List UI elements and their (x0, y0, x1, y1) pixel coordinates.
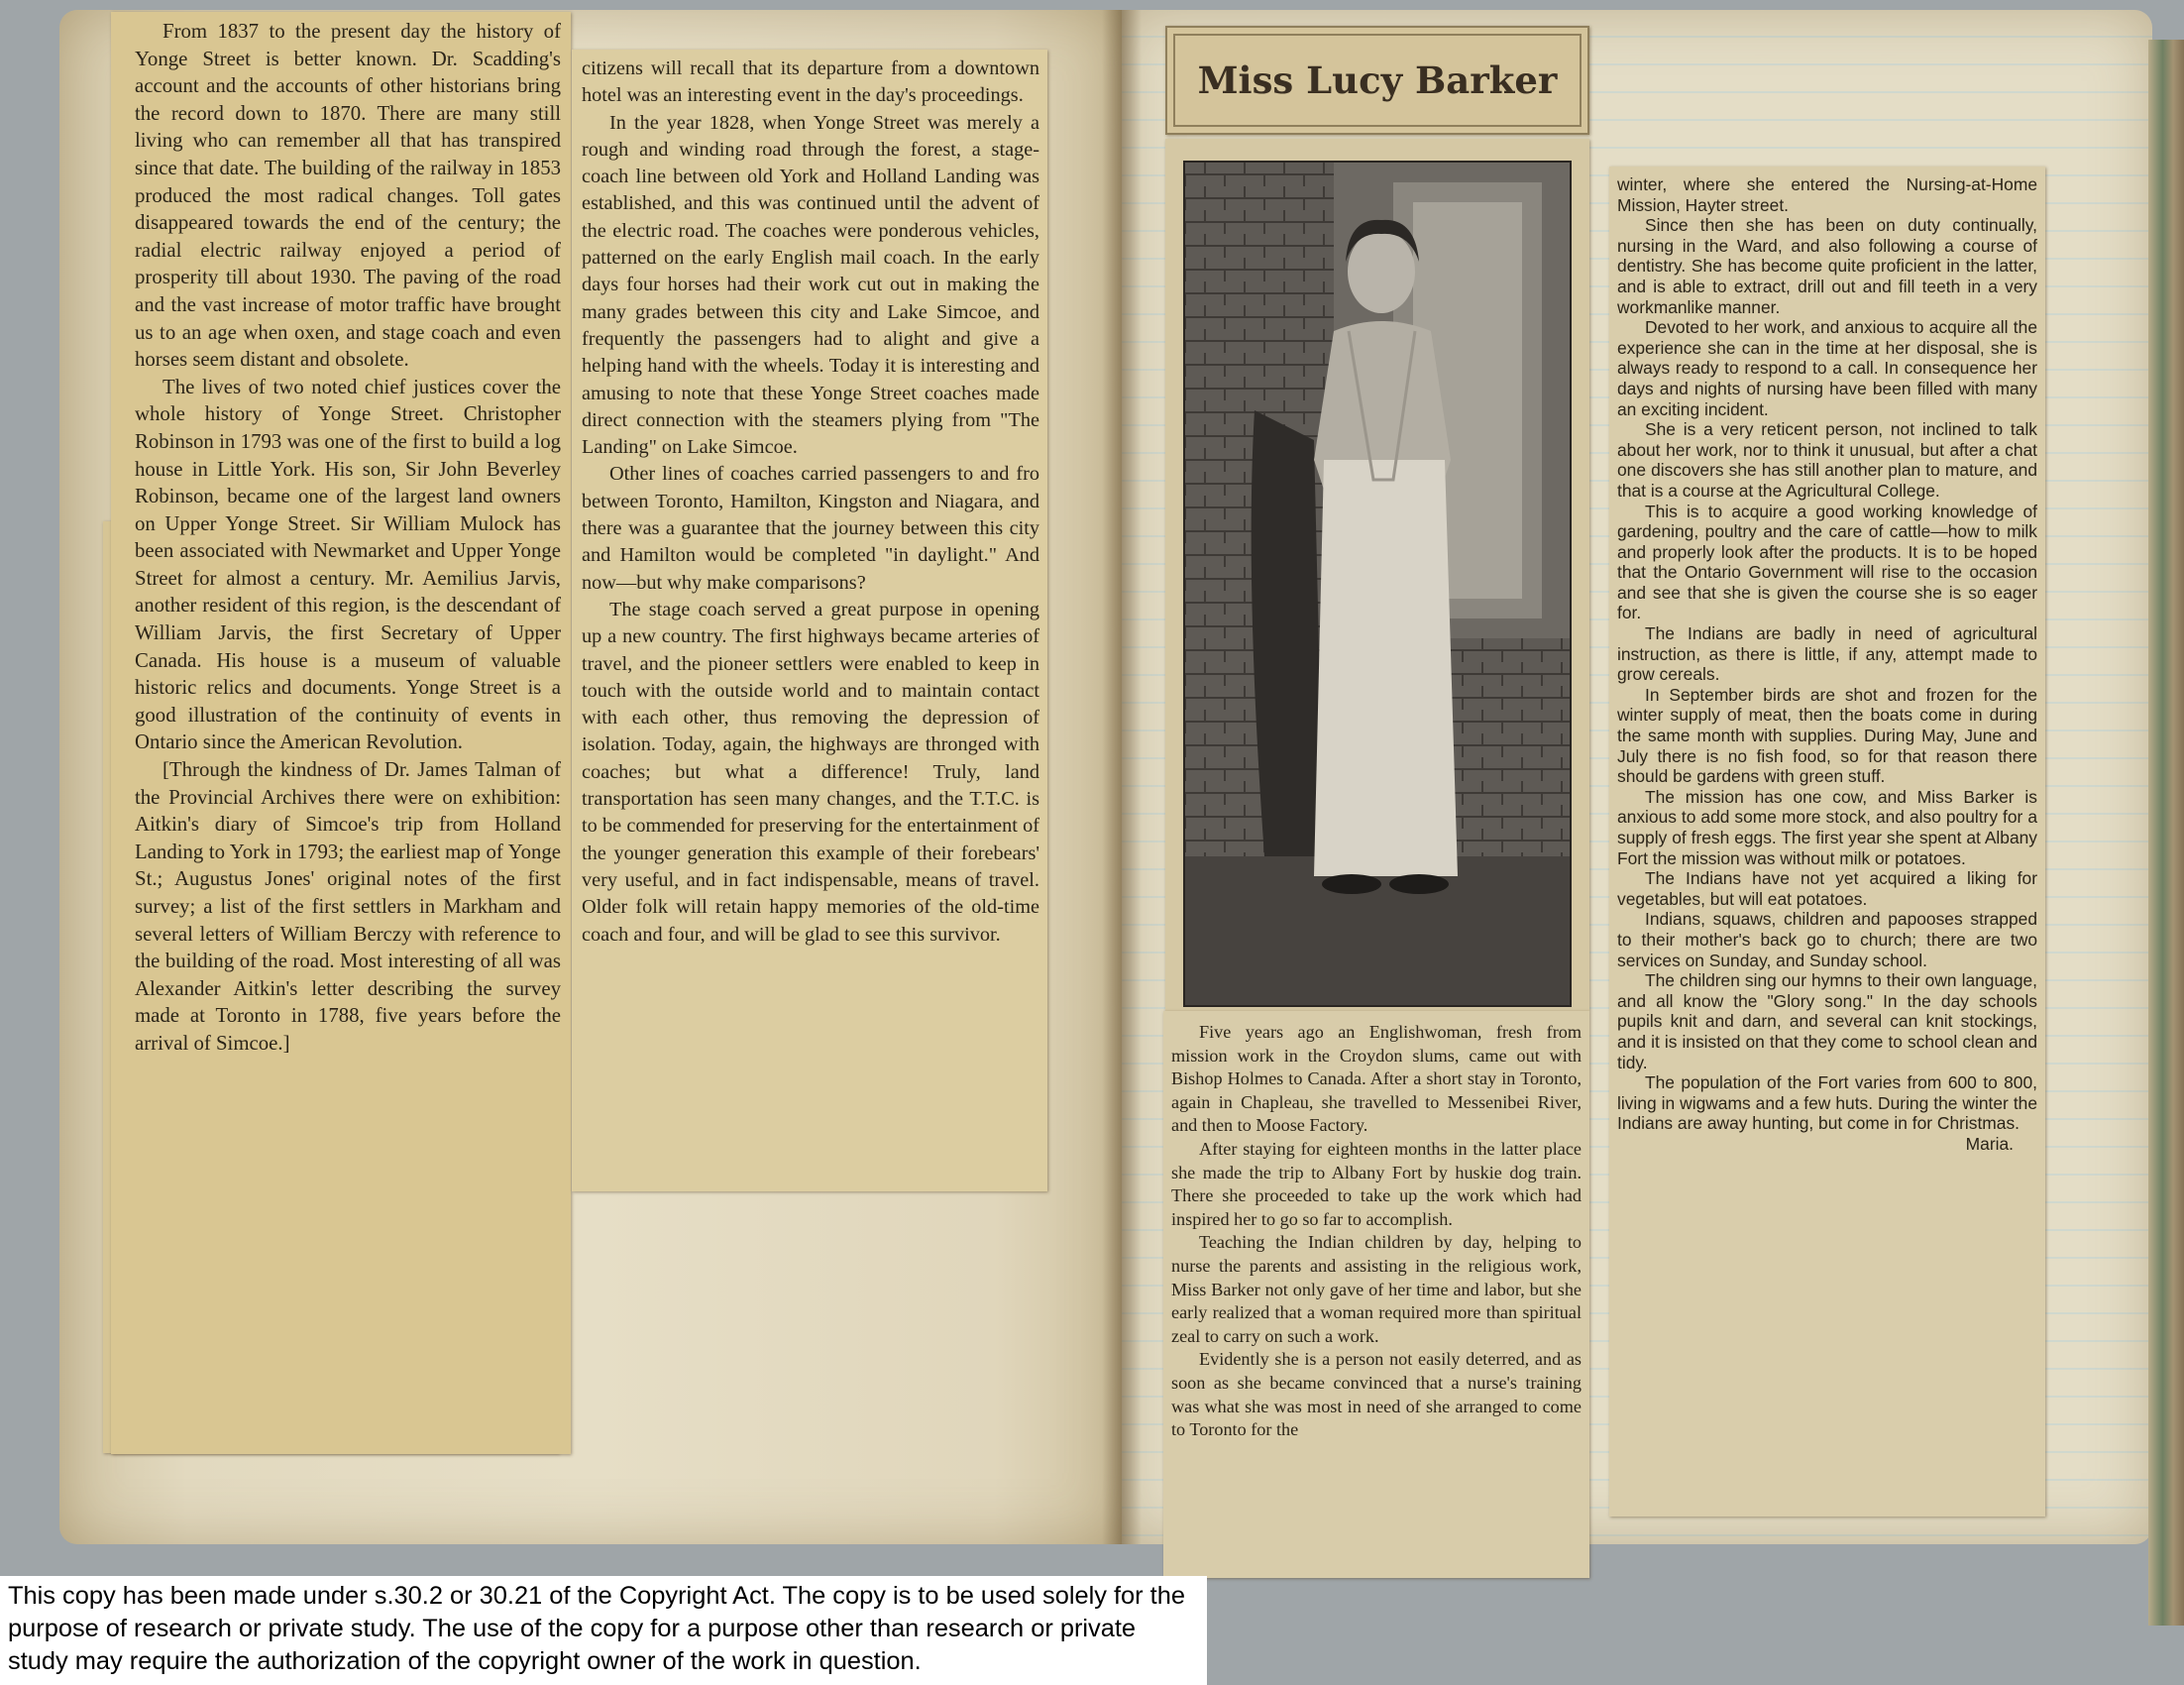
paragraph: In the year 1828, when Yonge Street was merely a rough and winding road through the forest, a stage-coach line between old York and Holland Landing was established, and this was continued until the advent of the electric road. The coaches were ponderous vehicles, patterned on the early English mail coach. In the early days four horses had their work cut out in making the many grades between this city and Lake Simcoe, and frequently the passengers had to alight and give a helping hand with the wheels. Today it is interesting and amusing to note that these Yonge Street coaches made direct connection with the steamers plying from "The Landing" on Lake Simcoe. (582, 111, 1039, 459)
clipping-barker-column (1609, 167, 2045, 1516)
woman-in-apron-photo-icon (1185, 163, 1570, 1005)
page-edges (2148, 40, 2184, 1626)
paragraph: winter, where she entered the Nursing-at-Home Mission, Hayter street. (1617, 174, 2037, 215)
paragraph: Since then she has been on duty continually, nursing in the Ward, and also following a course of dentistry. She has become quite proficient in the latter, and is able to extract, drill out and fill teeth in a very workmanlike manner. (1617, 215, 2037, 317)
paragraph: The lives of two noted chief justices cover the whole history of Yonge Street. Christopher Robinson in 1793 was one of the first to build a log house in Little York. His son, Sir John Beverley Robinson, became one of the largest land owners on Upper Yonge Street. Sir William Mulock has been associated with Newmarket and Upper Yonge Street for almost a century. Mr. Aemilius Jarvis, another resident of this region, is the descendant of William Jarvis, the first Secretary of Upper Canada. His house is a museum of valuable historic relics and documents. Yonge Street is a good illustration of the continuity of events in Ontario since the American Revolution. (135, 375, 561, 754)
paragraph: Teaching the Indian children by day, helping to nurse the parents and assisting in the religious work, Miss Barker not only gave of her time and labor, but she early realized that a woman required more than spiritual zeal to carry on such a work. (1171, 1232, 1582, 1346)
paragraph: The Indians have not yet acquired a liking for vegetables, but will eat potatoes. (1617, 868, 2037, 909)
paragraph: The stage coach served a great purpose in opening up a new country. The first highways became arteries of travel, and the pioneer settlers were enabled to keep in touch with the outside world and to maintain contact with each other, thus removing the depression of isolation. Today, again, the highways are thronged with coaches; but what a difference! Truly, land transportation has seen many changes, and the T.T.C. is to be commended for preserving for the entertainment of the younger generation this example of their forebears' very useful, and in fact indispensable, means of travel. Older folk will retain happy memories of the old-time coach and four, and will be glad to see this survivor. (582, 598, 1039, 946)
signature: Maria. (1965, 1133, 2014, 1154)
paragraph: The Indians are badly in need of agricultural instruction, as there is little, if any, attempt made to grow cereals. (1617, 623, 2037, 685)
paragraph: Devoted to her work, and anxious to acquire all the experience she can in the time at her disposal, she is always ready to respond to a call. In consequence her days and nights of nursing have been filled with many an exciting incident. (1617, 317, 2037, 419)
paragraph: From 1837 to the present day the history of Yonge Street is better known. Dr. Scadding's account and the accounts of other historians bring the record down to 1870. There are many still living who can remember all that has transpired since that date. The building of the railway in 1853 produced the most radical changes. Toll gates disappeared towards the end of the century; the radial electric railway enjoyed a period of prosperity till about 1930. The paving of the road and the vast increase of motor traffic have brought us to an age when oxen, and stage coach and even horses seem distant and obsolete. (135, 20, 561, 372)
clipping-photo (1165, 139, 1589, 1011)
paragraph: citizens will recall that its departure from a downtown hotel was an interesting event in the day's proceedings. (582, 57, 1039, 107)
clipping-yonge-history-column1 (111, 12, 571, 1454)
clipping-caption (1163, 1011, 1589, 1578)
headline-title: Miss Lucy Barker (1173, 34, 1582, 127)
paragraph: In September birds are shot and frozen for the winter supply of meat, then the boats come in during the same month with supplies. During May, June and July there is no fish food, so for that reason there should be gardens with green stuff. (1617, 684, 2037, 787)
paragraph: Other lines of coaches carried passengers to and fro between Toronto, Hamilton, Kingston and Niagara, and there was a guarantee that the journey between this city and Hamilton would be completed "in daylight." And now—but why make comparisons? (582, 463, 1039, 594)
paragraph: This is to acquire a good working knowledge of gardening, poultry and the care of cattle—how to milk and properly look after the products. It is to be hoped that the Ontario Government will rise to the occasion and see that she is given the course she is so eager for. (1617, 501, 2037, 623)
book-gutter (1102, 10, 1142, 1544)
paragraph: The mission has one cow, and Miss Barker is anxious to add some more stock, and also poultry for a supply of fresh eggs. The first year she spent at Albany Fort the mission was without milk or potatoes. (1617, 786, 2037, 868)
paragraph: [Through the kindness of Dr. James Talman of the Provincial Archives there were on exhibition: Aitkin's diary of Simcoe's trip from Holland Landing to York in 1793; the earliest map of Yonge St.; Augustus Jones' original notes of the first survey; a list of the first settlers in Markham and several letters of William Berczy with reference to the building of the road. Most interesting of all was Alexander Aitkin's letter describing the survey made at Toronto in 1788, five years before the arrival of Simcoe.] (135, 758, 561, 1055)
paragraph: After staying for eighteen months in the latter place she made the trip to Albany Fort by huskie dog train. There she proceeded to take up the work which had inspired her to go so far to accomplish. (1171, 1138, 1582, 1229)
portrait-photo (1183, 161, 1572, 1007)
clipping-headline (1165, 26, 1589, 135)
paragraph: She is a very reticent person, not inclined to talk about her work, nor to think it unusual, but after a chat one discovers she has still another plan to mature, and that is a course at the Agricultural College. (1617, 419, 2037, 501)
paragraph: The population of the Fort varies from 600 to 800, living in wigwams and a few huts. During the winter the Indians are away hunting, but come in for Christmas. (1617, 1072, 2037, 1134)
copyright-notice: This copy has been made under s.30.2 or 30.21 of the Copyright Act. The copy is to be used solely for the purpose of research or private study. The use of the copy for a purpose other than research or private study may require the authorization of the copyright owner of the work in question. (0, 1576, 1207, 1685)
clipping-yonge-history-column2 (572, 50, 1047, 1191)
paragraph: The children sing our hymns to their own language, and all know the "Glory song." In the day schools pupils knit and darn, and several can knit stockings, and it is insisted on that they come to school clean and tidy. (1617, 970, 2037, 1072)
paragraph: Five years ago an Englishwoman, fresh from mission work in the Croydon slums, came out with Bishop Holmes to Canada. After a short stay in Toronto, again in Chapleau, she travelled to Messenibei River, and then to Moose Factory. (1171, 1022, 1582, 1136)
paragraph: Indians, squaws, children and papooses strapped to their mother's back go to church; there are two services on Sunday, and Sunday school. (1617, 909, 2037, 970)
paragraph: Evidently she is a person not easily deterred, and as soon as she became convinced that a nurse's training was what she was most in need of she arranged to come to Toronto for the (1171, 1349, 1582, 1440)
